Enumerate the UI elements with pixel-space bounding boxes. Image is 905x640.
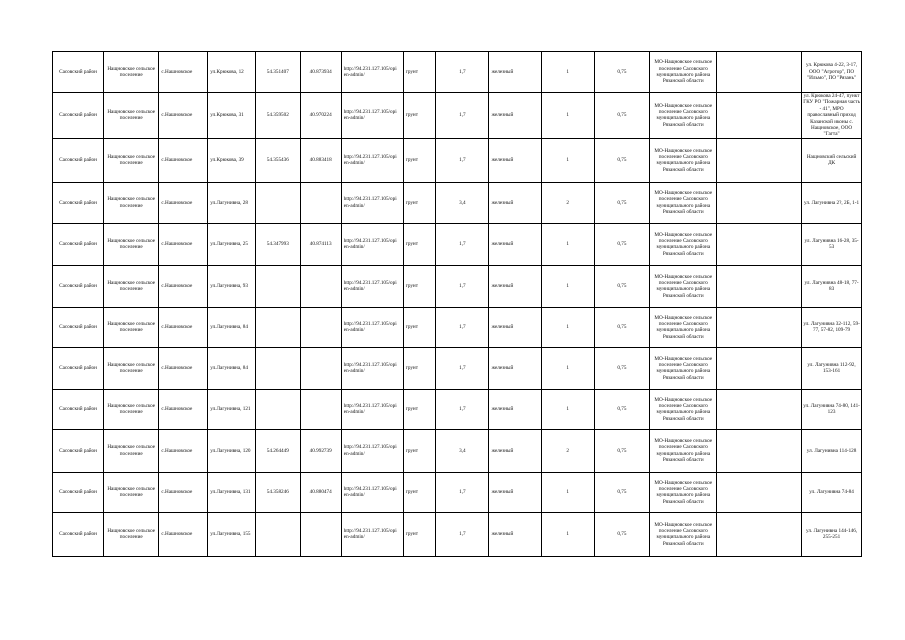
cell-sources: ул. Лагунивна 114-128 bbox=[802, 429, 862, 472]
cell-material: железный bbox=[489, 389, 541, 429]
cell-address: ул.Лагунивна, 84 bbox=[208, 307, 256, 347]
cell-sources: ул. Лагунивна 32-112, 59-77, 57-82, 109-79 bbox=[802, 307, 862, 347]
cell-material: железный bbox=[489, 347, 541, 389]
cell-address: ул.Лагунивна, 131 bbox=[208, 472, 256, 512]
table-body bbox=[53, 52, 862, 557]
cell-lon: 40.970224 bbox=[300, 93, 341, 139]
cell-url: http://94.231.127.105/opi en-admin/ bbox=[341, 265, 403, 307]
cell-owner: МО-Нащновское сельское поселение Сасовского муниципального района Рязанской области bbox=[650, 93, 717, 139]
cell-volume: 0,75 bbox=[594, 307, 649, 347]
cell-address: ул.Лагунивна, 84 bbox=[208, 347, 256, 389]
table-row bbox=[53, 429, 862, 472]
cell-surface: грунт bbox=[403, 347, 436, 389]
cell-lat bbox=[256, 389, 301, 429]
cell-owner: МО-Нащновское сельское поселение Сасовского муниципального района Рязанской области bbox=[650, 138, 717, 182]
cell-blank bbox=[717, 307, 802, 347]
cell-sources: ул. Лагунивна 2?, 2Б, 1-1 bbox=[802, 182, 862, 223]
cell-lon bbox=[300, 307, 341, 347]
cell-count: 1 bbox=[541, 389, 594, 429]
cell-address: ул.Лагунивна, 28 bbox=[208, 182, 256, 223]
cell-count: 1 bbox=[541, 347, 594, 389]
cell-owner: МО-Нащновское сельское поселение Сасовского муниципального района Рязанской области bbox=[650, 307, 717, 347]
cell-material: железный bbox=[489, 512, 541, 556]
cell-material: железный bbox=[489, 265, 541, 307]
cell-blank bbox=[717, 389, 802, 429]
cell-lon bbox=[300, 182, 341, 223]
cell-sources: ул. Лагунивна 112-92, 153-161 bbox=[802, 347, 862, 389]
cell-settlement: Нащновское сельское поселение bbox=[104, 52, 159, 93]
cell-lat: 54.359502 bbox=[256, 93, 301, 139]
cell-settlement: Нащновское сельское поселение bbox=[104, 347, 159, 389]
cell-material: железный bbox=[489, 307, 541, 347]
cell-village: с.Нашновское bbox=[159, 93, 208, 139]
cell-district: Сасовский район bbox=[53, 138, 104, 182]
cell-owner: МО-Нащновское сельское поселение Сасовского муниципального района Рязанской области bbox=[650, 512, 717, 556]
cell-lat: 54.347993 bbox=[256, 223, 301, 265]
table-row bbox=[53, 265, 862, 307]
cell-lon: 40.873934 bbox=[300, 52, 341, 93]
cell-district: Сасовский район bbox=[53, 429, 104, 472]
cell-sources: ул. Крюкова 4-22, 3-17, ООО "Агротор", ПО "Ильмо", ПО "Рязань" bbox=[802, 52, 862, 93]
cell-village: с.Нашновское bbox=[159, 389, 208, 429]
cell-surface: грунт bbox=[403, 307, 436, 347]
cell-url: http://94.231.127.105/opi en-admin/ bbox=[341, 223, 403, 265]
cell-volume: 0,75 bbox=[594, 52, 649, 93]
cell-village: с.Нашновское bbox=[159, 429, 208, 472]
cell-owner: МО-Нащновское сельское поселение Сасовского муниципального района Рязанской области bbox=[650, 429, 717, 472]
cell-count: 1 bbox=[541, 307, 594, 347]
cell-blank bbox=[717, 93, 802, 139]
cell-owner: МО-Нащновское сельское поселение Сасовского муниципального района Рязанской области bbox=[650, 223, 717, 265]
table-row bbox=[53, 472, 862, 512]
cell-area: 1,7 bbox=[436, 223, 489, 265]
cell-count: 2 bbox=[541, 182, 594, 223]
cell-surface: грунт bbox=[403, 93, 436, 139]
cell-blank bbox=[717, 52, 802, 93]
cell-village: с.Нашновское bbox=[159, 307, 208, 347]
cell-lat: 54.264449 bbox=[256, 429, 301, 472]
registry-table bbox=[52, 51, 862, 557]
cell-surface: грунт bbox=[403, 472, 436, 512]
cell-address: ул.Лагунивна, 120 bbox=[208, 429, 256, 472]
cell-area: 1,7 bbox=[436, 307, 489, 347]
cell-settlement: Нащновское сельское поселение bbox=[104, 223, 159, 265]
cell-url: http://94.231.127.105/opi en-admin/ bbox=[341, 52, 403, 93]
cell-district: Сасовский район bbox=[53, 52, 104, 93]
table-row bbox=[53, 52, 862, 93]
cell-sources: ул. Лагунивна 48-18, 77-83 bbox=[802, 265, 862, 307]
cell-surface: грунт bbox=[403, 512, 436, 556]
cell-url: http://94.231.127.105/opi en-admin/ bbox=[341, 138, 403, 182]
cell-address: ул.Крюкова, 12 bbox=[208, 52, 256, 93]
cell-village: с.Нашновское bbox=[159, 472, 208, 512]
cell-area: 1,7 bbox=[436, 512, 489, 556]
cell-lon bbox=[300, 347, 341, 389]
cell-lon bbox=[300, 512, 341, 556]
cell-settlement: Нащновское сельское поселение bbox=[104, 472, 159, 512]
cell-blank bbox=[717, 223, 802, 265]
cell-settlement: Нащновское сельское поселение bbox=[104, 512, 159, 556]
cell-blank bbox=[717, 138, 802, 182]
cell-owner: МО-Нащновское сельское поселение Сасовского муниципального района Рязанской области bbox=[650, 472, 717, 512]
cell-address: ул.Лагунивна, 25 bbox=[208, 223, 256, 265]
cell-sources: ул. Лагунивна 144-146, 255-251 bbox=[802, 512, 862, 556]
cell-count: 1 bbox=[541, 512, 594, 556]
cell-surface: грунт bbox=[403, 52, 436, 93]
cell-village: с.Нашновское bbox=[159, 138, 208, 182]
cell-volume: 0,75 bbox=[594, 138, 649, 182]
cell-url: http://94.231.127.105/opi en-admin/ bbox=[341, 307, 403, 347]
cell-surface: грунт bbox=[403, 429, 436, 472]
cell-area: 1,7 bbox=[436, 93, 489, 139]
cell-district: Сасовский район bbox=[53, 347, 104, 389]
cell-district: Сасовский район bbox=[53, 182, 104, 223]
cell-volume: 0,75 bbox=[594, 429, 649, 472]
table-row bbox=[53, 307, 862, 347]
cell-sources: ул. Лагунивна 74-80, 141-123 bbox=[802, 389, 862, 429]
cell-blank bbox=[717, 472, 802, 512]
cell-settlement: Нащновское сельское поселение bbox=[104, 182, 159, 223]
cell-lat: 54.351407 bbox=[256, 52, 301, 93]
cell-blank bbox=[717, 347, 802, 389]
cell-volume: 0,75 bbox=[594, 389, 649, 429]
cell-village: с.Нашновское bbox=[159, 223, 208, 265]
cell-lon bbox=[300, 389, 341, 429]
table-row bbox=[53, 93, 862, 139]
cell-settlement: Нащновское сельское поселение bbox=[104, 307, 159, 347]
cell-settlement: Нащновское сельское поселение bbox=[104, 93, 159, 139]
cell-url: http://94.231.127.105/opi en-admin/ bbox=[341, 472, 403, 512]
cell-address: ул.Крюкова, 31 bbox=[208, 93, 256, 139]
cell-lat bbox=[256, 307, 301, 347]
cell-area: 1,7 bbox=[436, 52, 489, 93]
cell-village: с.Нашновское bbox=[159, 182, 208, 223]
cell-area: 1,7 bbox=[436, 138, 489, 182]
cell-settlement: Нащновское сельское поселение bbox=[104, 265, 159, 307]
cell-district: Сасовский район bbox=[53, 93, 104, 139]
cell-volume: 0,75 bbox=[594, 347, 649, 389]
cell-url: http://94.231.127.105/opi en-admin/ bbox=[341, 347, 403, 389]
cell-url: http://94.231.127.105/opi en-admin/ bbox=[341, 512, 403, 556]
cell-area: 1,7 bbox=[436, 265, 489, 307]
cell-village: с.Нашновское bbox=[159, 265, 208, 307]
cell-owner: МО-Нащновское сельское поселение Сасовского муниципального района Рязанской области bbox=[650, 52, 717, 93]
cell-blank bbox=[717, 182, 802, 223]
cell-lat bbox=[256, 182, 301, 223]
cell-lat: 54.358246 bbox=[256, 472, 301, 512]
cell-blank bbox=[717, 429, 802, 472]
cell-settlement: Нащновское сельское поселение bbox=[104, 389, 159, 429]
cell-lon: 40.874113 bbox=[300, 223, 341, 265]
table-row bbox=[53, 512, 862, 556]
cell-surface: грунт bbox=[403, 182, 436, 223]
cell-surface: грунт bbox=[403, 265, 436, 307]
cell-sources: Нащновский сельский ДК bbox=[802, 138, 862, 182]
cell-volume: 0,75 bbox=[594, 93, 649, 139]
cell-material: железный bbox=[489, 223, 541, 265]
cell-district: Сасовский район bbox=[53, 512, 104, 556]
cell-settlement: Нащновское сельское поселение bbox=[104, 138, 159, 182]
cell-material: железный bbox=[489, 138, 541, 182]
cell-lat bbox=[256, 512, 301, 556]
cell-village: с.Нашновское bbox=[159, 52, 208, 93]
cell-volume: 0,75 bbox=[594, 472, 649, 512]
cell-blank bbox=[717, 512, 802, 556]
table-row bbox=[53, 223, 862, 265]
cell-district: Сасовский район bbox=[53, 265, 104, 307]
cell-sources: ул. Лагунивна 16-28, 35-53 bbox=[802, 223, 862, 265]
cell-count: 1 bbox=[541, 138, 594, 182]
cell-owner: МО-Нащновское сельское поселение Сасовского муниципального района Рязанской области bbox=[650, 389, 717, 429]
cell-lon: 40.880474 bbox=[300, 472, 341, 512]
cell-url: http://94.231.127.105/opi en-admin/ bbox=[341, 389, 403, 429]
cell-volume: 0,75 bbox=[594, 223, 649, 265]
cell-district: Сасовский район bbox=[53, 223, 104, 265]
cell-material: железный bbox=[489, 182, 541, 223]
cell-lat: 54.355436 bbox=[256, 138, 301, 182]
table-row bbox=[53, 138, 862, 182]
cell-count: 1 bbox=[541, 472, 594, 512]
cell-material: железный bbox=[489, 93, 541, 139]
cell-area: 3,4 bbox=[436, 429, 489, 472]
cell-area: 3,4 bbox=[436, 182, 489, 223]
cell-lon: 40.992739 bbox=[300, 429, 341, 472]
cell-area: 1,7 bbox=[436, 347, 489, 389]
cell-owner: МО-Нащновское сельское поселение Сасовского муниципального района Рязанской области bbox=[650, 347, 717, 389]
cell-district: Сасовский район bbox=[53, 389, 104, 429]
cell-address: ул.Лагунивна, 93 bbox=[208, 265, 256, 307]
cell-blank bbox=[717, 265, 802, 307]
cell-sources: ул. Крюкова 24-47, пункт ГКУ РО "Пожарная часть - 41", МРО православный приход Казанской иконы с. Нащновское, ООО "Гагта" bbox=[803, 93, 860, 138]
cell-village: с.Нашновское bbox=[159, 512, 208, 556]
cell-count: 1 bbox=[541, 223, 594, 265]
cell-settlement: Нащновское сельское поселение bbox=[104, 429, 159, 472]
cell-surface: грунт bbox=[403, 389, 436, 429]
table-row bbox=[53, 389, 862, 429]
cell-lat bbox=[256, 265, 301, 307]
cell-count: 2 bbox=[541, 429, 594, 472]
cell-url: http://94.231.127.105/opi en-admin/ bbox=[341, 182, 403, 223]
cell-area: 1,7 bbox=[436, 389, 489, 429]
cell-surface: грунт bbox=[403, 223, 436, 265]
cell-volume: 0,75 bbox=[594, 182, 649, 223]
cell-surface: грунт bbox=[403, 138, 436, 182]
cell-volume: 0,75 bbox=[594, 265, 649, 307]
cell-volume: 0,75 bbox=[594, 512, 649, 556]
cell-village: с.Нашновское bbox=[159, 347, 208, 389]
cell-count: 1 bbox=[541, 93, 594, 139]
cell-url: http://94.231.127.105/opi en-admin/ bbox=[341, 93, 403, 139]
cell-district: Сасовский район bbox=[53, 307, 104, 347]
cell-url: http://94.231.127.105/opi en-admin/ bbox=[341, 429, 403, 472]
cell-lat bbox=[256, 347, 301, 389]
cell-address: ул.Крюкова, 39 bbox=[208, 138, 256, 182]
cell-material: железный bbox=[489, 52, 541, 93]
cell-material: железный bbox=[489, 472, 541, 512]
cell-address: ул.Лагунивна, 155 bbox=[208, 512, 256, 556]
cell-lon: 40.883418 bbox=[300, 138, 341, 182]
cell-lon bbox=[300, 265, 341, 307]
cell-area: 1,7 bbox=[436, 472, 489, 512]
cell-sources: ул. Лагунивна 74-84 bbox=[802, 472, 862, 512]
cell-count: 1 bbox=[541, 52, 594, 93]
table-row bbox=[53, 182, 862, 223]
cell-material: железный bbox=[489, 429, 541, 472]
cell-address: ул.Лагунивна, 121 bbox=[208, 389, 256, 429]
cell-owner: МО-Нащновское сельское поселение Сасовского муниципального района Рязанской области bbox=[650, 182, 717, 223]
table-row bbox=[53, 347, 862, 389]
cell-owner: МО-Нащновское сельское поселение Сасовского муниципального района Рязанской области bbox=[650, 265, 717, 307]
cell-count: 1 bbox=[541, 265, 594, 307]
cell-district: Сасовский район bbox=[53, 472, 104, 512]
